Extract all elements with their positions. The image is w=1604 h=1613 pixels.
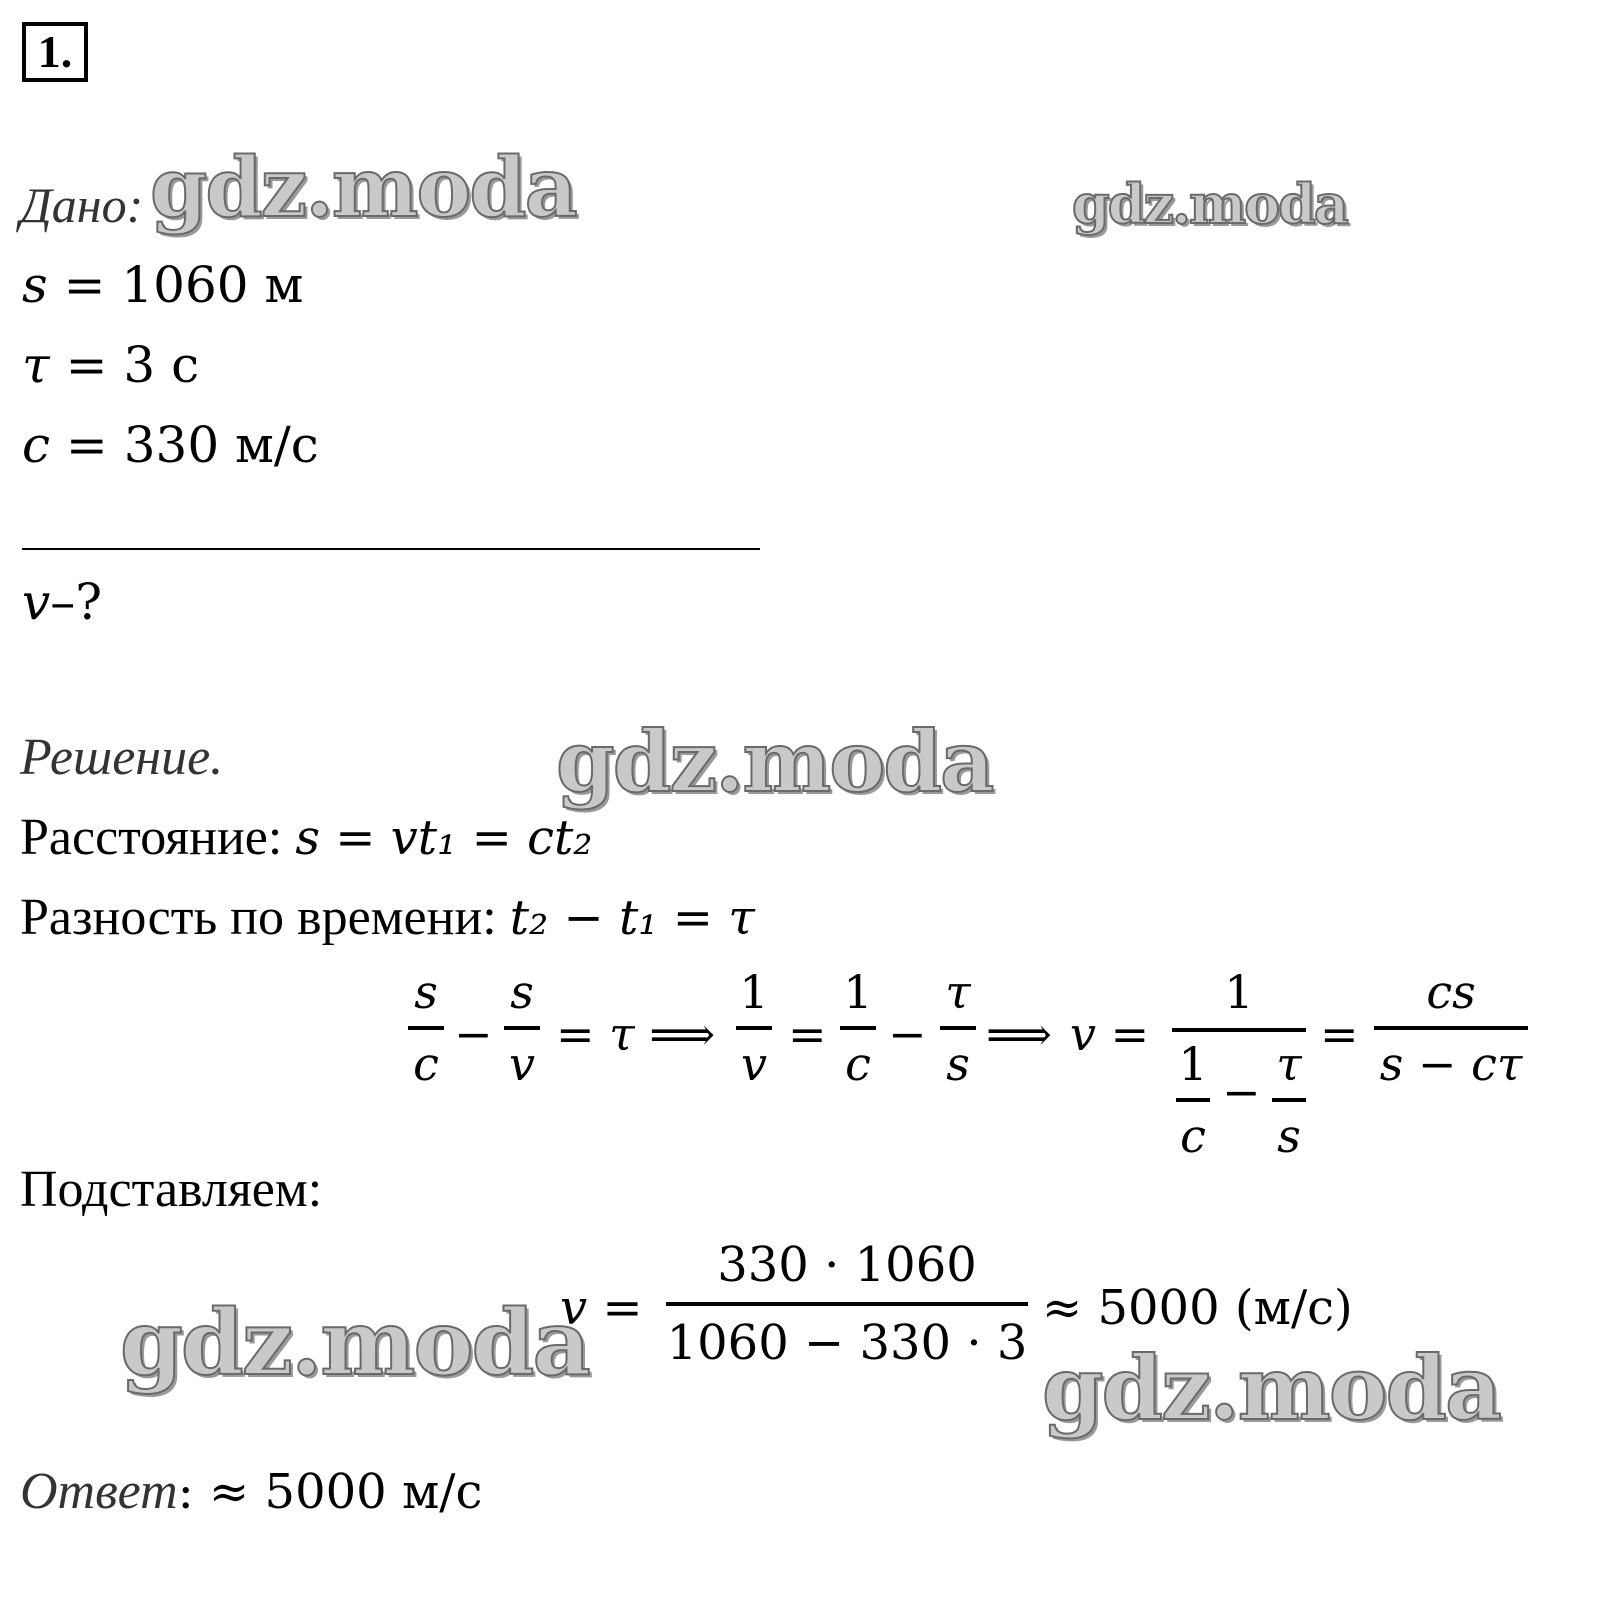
watermark-3: gdz.moda	[556, 712, 993, 811]
given-c-var: c	[22, 416, 51, 474]
given-label: Дано:	[20, 177, 144, 233]
find-v	[22, 572, 102, 632]
time-diff-label: Разность по времени:	[20, 889, 497, 946]
given-tau-var: τ	[22, 336, 50, 394]
frac-den: v	[741, 1037, 767, 1091]
op-minus-1: −	[454, 1007, 493, 1061]
frac-bar	[940, 1026, 976, 1030]
frac-s-over-v	[504, 964, 540, 1092]
frac-complex-num: 1	[1224, 965, 1254, 1019]
frac-complex-den-a	[1176, 1036, 1210, 1164]
distance-formula: s = vt₁ = ct₂	[295, 810, 593, 866]
given-tau-value: 3 с	[123, 336, 200, 394]
frac-bar	[1374, 1026, 1528, 1030]
watermark-4: gdz.moda	[120, 1290, 589, 1396]
op-implies: ⟹	[986, 1007, 1052, 1061]
frac-bar	[736, 1026, 772, 1030]
frac-complex	[1172, 964, 1306, 1163]
op-eq-tau-implies: = τ ⟹	[556, 1007, 716, 1061]
answer-line	[20, 1462, 482, 1521]
given-c-value: 330 м/с	[123, 416, 319, 474]
frac-num: s	[414, 965, 438, 1019]
frac-bar	[408, 1026, 444, 1030]
frac-den: s − cτ	[1379, 1037, 1523, 1091]
frac-s-over-c	[408, 964, 444, 1092]
watermark-2: gdz.moda	[1072, 172, 1347, 236]
given-c-eq: =	[50, 416, 124, 474]
solution-label: Решение.	[20, 729, 224, 786]
time-diff-line	[20, 888, 755, 947]
frac-bar	[1272, 1098, 1306, 1102]
subst-numerator: 330 · 1060	[717, 1237, 977, 1293]
op-eq-1: =	[788, 1007, 827, 1061]
frac-den: v	[509, 1037, 535, 1091]
frac-cs-over	[1374, 964, 1528, 1092]
subst-fraction	[666, 1234, 1028, 1374]
frac-den: c	[1180, 1109, 1206, 1163]
watermark-1: gdz.moda	[150, 140, 576, 236]
answer-value: : ≈ 5000 м/с	[177, 1464, 483, 1520]
substitute-label: Подставляем:	[20, 1161, 323, 1218]
given-s-var: s	[22, 256, 48, 314]
frac-den: c	[845, 1037, 871, 1091]
subst-result: ≈ 5000 (м/с)	[1042, 1280, 1353, 1336]
distance-label: Расстояние:	[20, 809, 283, 866]
frac-complex-bar	[1172, 1028, 1306, 1032]
frac-bar	[1176, 1098, 1210, 1102]
frac-1-over-c	[840, 964, 876, 1092]
frac-bar	[840, 1026, 876, 1030]
given-tau-eq: =	[49, 336, 124, 394]
op-eq-2: =	[1320, 1007, 1359, 1061]
op-v-eq: v =	[1070, 1007, 1150, 1061]
frac-num: s	[510, 965, 534, 1019]
frac-num: cs	[1426, 965, 1476, 1019]
op-minus-2: −	[888, 1007, 927, 1061]
subst-bar	[666, 1302, 1028, 1306]
subst-lhs: v =	[560, 1280, 643, 1336]
find-var: v	[22, 573, 51, 631]
frac-den: s	[946, 1037, 970, 1091]
given-s-eq: =	[47, 256, 122, 314]
frac-den: c	[413, 1037, 439, 1091]
frac-tau-over-s	[940, 964, 976, 1092]
watermark-5: gdz.moda	[1042, 1336, 1501, 1440]
frac-num: 1	[739, 965, 769, 1019]
given-tau	[22, 335, 199, 395]
frac-num: τ	[945, 965, 971, 1019]
frac-complex-den-b	[1272, 1036, 1306, 1164]
frac-num: 1	[843, 965, 873, 1019]
frac-num: 1	[1178, 1037, 1208, 1091]
frac-bar	[504, 1026, 540, 1030]
frac-den: s	[1277, 1109, 1301, 1163]
time-diff-formula: t₂ − t₁ = τ	[509, 890, 755, 946]
given-divider	[22, 548, 760, 550]
frac-num: τ	[1276, 1037, 1302, 1091]
answer-label: Ответ	[20, 1463, 178, 1520]
find-suffix: –?	[50, 573, 103, 631]
frac-1-over-v	[736, 964, 772, 1092]
op-minus-3: −	[1222, 1065, 1261, 1119]
given-c	[22, 415, 319, 475]
subst-denominator: 1060 − 330 · 3	[666, 1315, 1028, 1371]
distance-line	[20, 808, 592, 867]
given-s	[22, 255, 303, 315]
given-s-value: 1060 м	[121, 256, 304, 314]
problem-number: 1.	[22, 22, 88, 82]
